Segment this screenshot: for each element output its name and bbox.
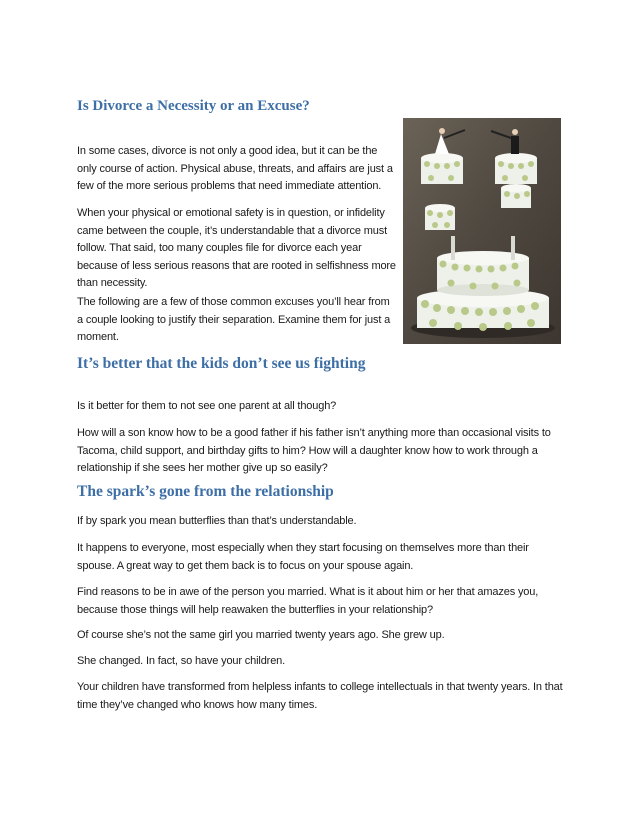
- intro-paragraph-2: When your physical or emotional safety is in question, or infidelity came between the couple, it’s understandable that a divorce must follow. That said, too many couples file for divorce each year because of less serious reasons that are rooted in selfishness more than necessity.: [77, 207, 396, 289]
- section2-paragraph-3: Find reasons to be in awe of the person you married. What is it about him or her that amazes you, because those things will help reawaken the butterflies in your relationship?: [77, 586, 539, 616]
- article-title: Is Divorce a Necessity or an Excuse?: [77, 98, 310, 114]
- intro-paragraph-3: The following are a few of those common excuses you’ll hear from a couple looking to justify their separation. Examine them for just a moment.: [77, 296, 391, 343]
- section-heading-kids: It’s better that the kids don’t see us fighting: [77, 355, 366, 372]
- wedding-cake-icon: [403, 118, 561, 344]
- wedding-cake-photo: [403, 118, 561, 344]
- section-heading-spark: The spark’s gone from the relationship: [77, 483, 334, 500]
- section2-paragraph-5: She changed. In fact, so have your children.: [77, 655, 286, 667]
- section2-paragraph-6: Your children have transformed from helpless infants to college intellectuals in that twenty years. In that time they’ve changed who knows how many times.: [77, 681, 563, 711]
- section2-paragraph-1: If by spark you mean butterflies than that’s understandable.: [77, 515, 357, 527]
- section2-paragraph-4: Of course she’s not the same girl you married twenty years ago. She grew up.: [77, 629, 445, 641]
- section1-paragraph-1: Is it better for them to not see one parent at all though?: [77, 400, 337, 412]
- section2-paragraph-2: It happens to everyone, most especially when they start focusing on themselves more than their spouse. A great way to get them back is to focus on your spouse again.: [77, 542, 529, 572]
- section1-paragraph-2: How will a son know how to be a good father if his father isn’t anything more than occasional visits to Tacoma, child support, and birthday gifts to him? How will a daughter know how to work through a relationship if she sees her mother give up so easily?: [77, 427, 551, 474]
- intro-paragraph-1: In some cases, divorce is not only a good idea, but it can be the only course of action. Physical abuse, threats, and affairs are just a few of the more serious problems that need immediate attention.: [77, 145, 393, 192]
